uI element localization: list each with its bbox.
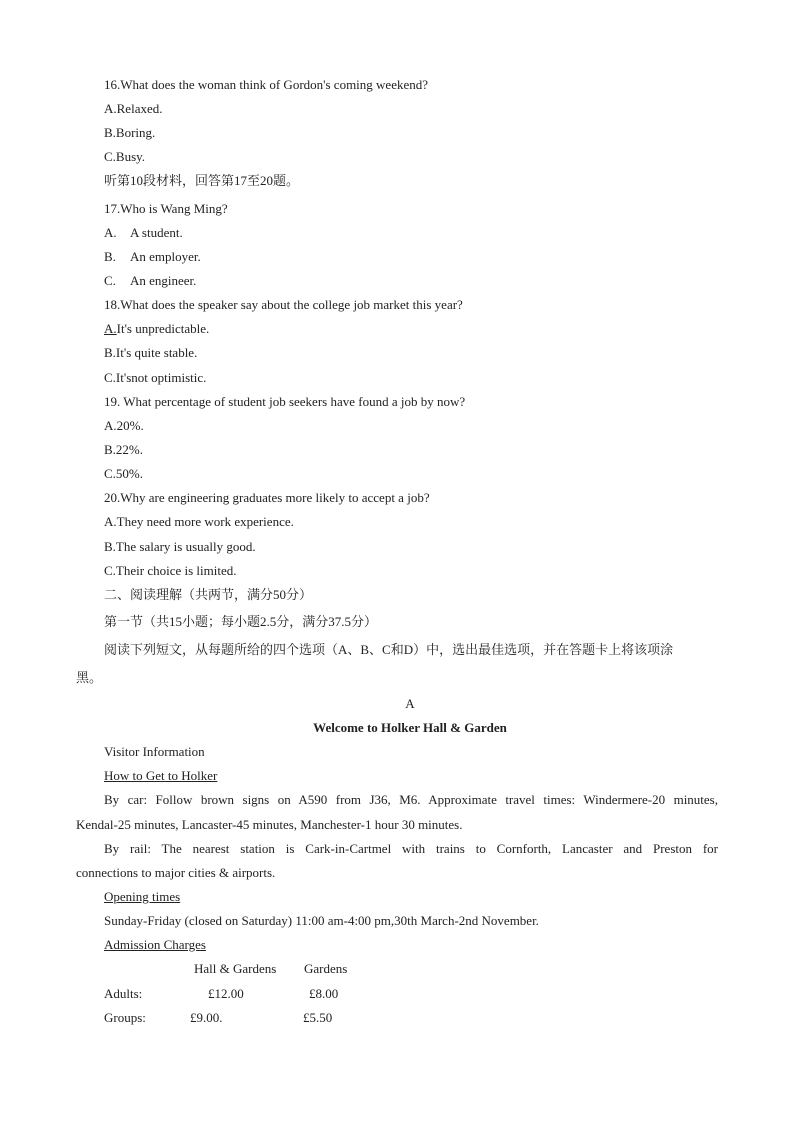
passage-letter: A <box>405 696 415 711</box>
reading-section-title: 第一节（共15小题；每小题2.5分，满分37.5分） <box>104 614 378 629</box>
reading-instructions: 阅读下列短文，从每题所给的四个选项（A、B、C和D）中，选出最佳选项，并在答题卡上将该项涂 <box>104 642 674 657</box>
visitor-information: Visitor Information <box>104 744 205 759</box>
opening-times-text: Sunday-Friday (closed on Saturday) 11:00 am-4:00 pm,30th March-2nd November. <box>104 913 539 928</box>
q17-option-b <box>104 248 201 266</box>
q16-option-c: C.Busy. <box>104 149 146 164</box>
by-car-paragraph-cont: Kendal-25 minutes, Lancaster-45 minutes, Manchester-1 hour 30 minutes. <box>76 817 463 832</box>
q18-option-a <box>104 320 209 338</box>
hall-gardens-price: £12.00 <box>208 986 244 1001</box>
q20-option-a: A.They need more work experience. <box>104 514 294 529</box>
table-header-hall-gardens: Hall & Gardens <box>194 961 277 976</box>
option-letter: C. <box>104 273 116 288</box>
q18-option-b: B.It's quite stable. <box>104 345 198 360</box>
q19-option-a: A.20%. <box>104 418 144 433</box>
question-19: 19. What percentage of student job seekers have found a job by now? <box>104 394 466 409</box>
q17-option-c <box>104 272 196 290</box>
option-letter: B. <box>104 249 116 264</box>
passage-title: Welcome to Holker Hall & Garden <box>313 720 507 735</box>
option-text: It's unpredictable. <box>116 321 210 336</box>
option-text: A student. <box>130 225 183 240</box>
reading-part-title: 二、阅读理解（共两节，满分50分） <box>104 587 313 602</box>
option-letter: A. <box>104 321 117 336</box>
reading-instructions-cont: 黑。 <box>76 670 103 685</box>
admission-charges-heading: Admission Charges <box>104 937 206 952</box>
question-18: 18.What does the speaker say about the college job market this year? <box>104 297 463 312</box>
q17-option-a <box>104 224 183 242</box>
q16-option-a: A.Relaxed. <box>104 101 163 116</box>
q20-option-b: B.The salary is usually good. <box>104 539 256 554</box>
option-letter: A. <box>104 225 117 240</box>
question-20: 20.Why are engineering graduates more likely to accept a job? <box>104 490 430 505</box>
q19-option-b: B.22%. <box>104 442 143 457</box>
by-rail-paragraph-cont: connections to major cities & airports. <box>76 865 276 880</box>
option-text: An employer. <box>130 249 201 264</box>
table-header-gardens: Gardens <box>304 961 348 976</box>
by-rail-paragraph: By rail: The nearest station is Cark-in-Cartmel with trains to Cornforth, Lancaster and Preston for <box>104 841 718 856</box>
question-16: 16.What does the woman think of Gordon's coming weekend? <box>104 77 429 92</box>
opening-times-heading: Opening times <box>104 889 181 904</box>
row-label: Groups: <box>104 1010 146 1025</box>
option-text: An engineer. <box>130 273 197 288</box>
gardens-price: £8.00 <box>309 986 339 1001</box>
section-10-instruction: 听第10段材料，回答第17至20题。 <box>104 173 300 188</box>
q19-option-c: C.50%. <box>104 466 143 481</box>
question-17: 17.Who is Wang Ming? <box>104 201 228 216</box>
q18-option-c: C.It'snot optimistic. <box>104 370 207 385</box>
row-label: Adults: <box>104 986 143 1001</box>
by-car-paragraph: By car: Follow brown signs on A590 from J36, M6. Approximate travel times: Windermere-20 minutes, <box>104 792 718 807</box>
q16-option-b: B.Boring. <box>104 125 156 140</box>
how-to-get-heading: How to Get to Holker <box>104 768 218 783</box>
hall-gardens-price: £9.00. <box>190 1010 223 1025</box>
q20-option-c: C.Their choice is limited. <box>104 563 237 578</box>
gardens-price: £5.50 <box>303 1010 333 1025</box>
